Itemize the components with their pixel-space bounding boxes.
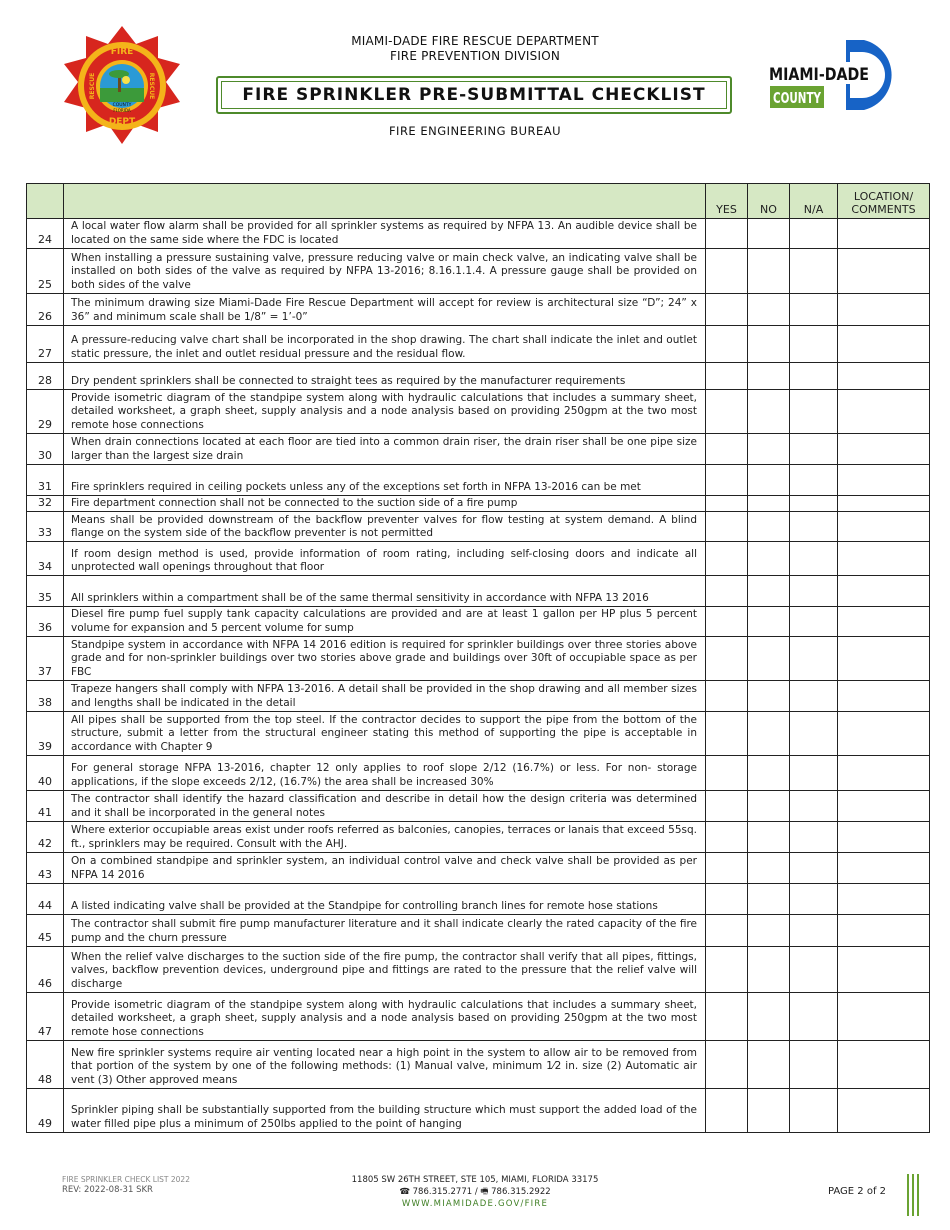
item-requirement-text: A pressure-reducing valve chart shall be incorporated in the shop drawing. The chart shall indicate the inlet and outlet static pressure, the inlet and outlet residual pressure and the residual flow. — [64, 326, 706, 363]
fire-rescue-seal-logo — [60, 24, 184, 148]
item-requirement-text: For general storage NFPA 13-2016, chapter 12 only applies to roof slope 2/12 (16.7%) or less. For non- storage applications, if the slope exceeds 2/12, (16.7%) the area shall be increased 30% — [64, 756, 706, 791]
item-requirement-text: Standpipe system in accordance with NFPA 14 2016 edition is required for sprinkler buildings over three stories above grade and for non-sprinkler buildings over two stories above grade and buildings over 30ft of occupiable space as per FBC — [64, 637, 706, 681]
no-checkbox-cell[interactable] — [748, 542, 790, 576]
department-heading — [220, 34, 730, 64]
item-requirement-text: All pipes shall be supported from the top steel. If the contractor decides to support the pipe from the bottom of the structure, submit a letter from the structural engineer stating this method of supporting the pipe is acceptable in accordance with Chapter 9 — [64, 712, 706, 756]
comments-cell[interactable] — [838, 884, 930, 915]
item-number: 33 — [27, 512, 64, 542]
checklist-row — [27, 853, 930, 884]
item-number: 42 — [27, 822, 64, 853]
item-requirement-text: Dry pendent sprinklers shall be connected to straight tees as required by the manufacturer requirements — [64, 363, 706, 390]
na-checkbox-cell[interactable] — [790, 390, 838, 434]
checklist-row — [27, 249, 930, 294]
page-footer — [0, 1168, 950, 1230]
na-checkbox-cell[interactable] — [790, 822, 838, 853]
no-checkbox-cell[interactable] — [748, 434, 790, 465]
item-number: 45 — [27, 915, 64, 947]
na-checkbox-cell[interactable] — [790, 512, 838, 542]
item-number: 30 — [27, 434, 64, 465]
fax-number: 🖷 786.315.2922 — [480, 1187, 551, 1197]
item-number: 28 — [27, 363, 64, 390]
na-checkbox-cell[interactable] — [790, 915, 838, 947]
seal-top-text: FIRE — [110, 47, 134, 57]
no-checkbox-cell[interactable] — [748, 637, 790, 681]
na-checkbox-cell[interactable] — [790, 576, 838, 607]
item-number: 26 — [27, 294, 64, 326]
comments-cell[interactable] — [838, 822, 930, 853]
checklist-table — [26, 183, 930, 1133]
yes-checkbox-cell[interactable] — [706, 993, 748, 1041]
yes-checkbox-cell[interactable] — [706, 853, 748, 884]
na-checkbox-cell[interactable] — [790, 681, 838, 712]
no-checkbox-cell[interactable] — [748, 756, 790, 791]
no-checkbox-cell[interactable] — [748, 853, 790, 884]
checklist-row — [27, 791, 930, 822]
column-header-number — [27, 184, 64, 219]
checklist-row — [27, 326, 930, 363]
item-requirement-text: A local water flow alarm shall be provided for all sprinkler systems as required by NFPA 13. An audible device shall be located on the same side where the FDC is located — [64, 219, 706, 249]
na-checkbox-cell[interactable] — [790, 853, 838, 884]
item-number: 47 — [27, 993, 64, 1041]
item-number: 35 — [27, 576, 64, 607]
item-number: 34 — [27, 542, 64, 576]
item-number: 41 — [27, 791, 64, 822]
no-checkbox-cell[interactable] — [748, 712, 790, 756]
no-checkbox-cell[interactable] — [748, 326, 790, 363]
checklist-row — [27, 712, 930, 756]
na-checkbox-cell[interactable] — [790, 791, 838, 822]
comments-cell[interactable] — [838, 947, 930, 993]
yes-checkbox-cell[interactable] — [706, 326, 748, 363]
yes-checkbox-cell[interactable] — [706, 496, 748, 512]
no-checkbox-cell[interactable] — [748, 496, 790, 512]
no-checkbox-cell[interactable] — [748, 822, 790, 853]
comments-cell[interactable] — [838, 637, 930, 681]
comments-cell[interactable] — [838, 756, 930, 791]
item-requirement-text: The minimum drawing size Miami-Dade Fire Rescue Department will accept for review is architectural size “D”; 24” x 36” and minimum scale shall be 1/8” = 1’-0” — [64, 294, 706, 326]
department-name: MIAMI-DADE FIRE RESCUE DEPARTMENT — [351, 34, 599, 48]
comments-cell[interactable] — [838, 326, 930, 363]
yes-checkbox-cell[interactable] — [706, 791, 748, 822]
yes-checkbox-cell[interactable] — [706, 712, 748, 756]
item-requirement-text: Provide isometric diagram of the standpipe system along with hydraulic calculations that includes a summary sheet, detailed worksheet, a graph sheet, supply analysis and a node analysis based on providing 250gpm at the two most remote hose connections — [64, 390, 706, 434]
checklist-row — [27, 1089, 930, 1133]
no-checkbox-cell[interactable] — [748, 915, 790, 947]
item-number: 36 — [27, 607, 64, 637]
comments-cell[interactable] — [838, 607, 930, 637]
decorative-green-bars — [906, 1174, 920, 1216]
no-checkbox-cell[interactable] — [748, 576, 790, 607]
item-requirement-text: Where exterior occupiable areas exist under roofs referred as balconies, canopies, terraces or lanais that exceed 55sq. ft., sprinklers may be required. Consult with the AHJ. — [64, 822, 706, 853]
no-checkbox-cell[interactable] — [748, 294, 790, 326]
yes-checkbox-cell[interactable] — [706, 915, 748, 947]
yes-checkbox-cell[interactable] — [706, 390, 748, 434]
no-checkbox-cell[interactable] — [748, 1041, 790, 1089]
yes-checkbox-cell[interactable] — [706, 249, 748, 294]
item-requirement-text: Trapeze hangers shall comply with NFPA 13-2016. A detail shall be provided in the shop drawing and all member sizes and lengths shall be indicated in the detail — [64, 681, 706, 712]
revision: REV: 2022-08-31 SKR — [62, 1185, 153, 1195]
bureau-name: FIRE ENGINEERING BUREAU — [388, 124, 562, 138]
column-header-item — [64, 184, 706, 219]
item-number: 48 — [27, 1041, 64, 1089]
na-checkbox-cell[interactable] — [790, 1041, 838, 1089]
yes-checkbox-cell[interactable] — [706, 576, 748, 607]
form-info — [62, 1174, 190, 1196]
miami-dade-county-logo — [766, 38, 896, 112]
yes-checkbox-cell[interactable] — [706, 512, 748, 542]
comments-cell[interactable] — [838, 791, 930, 822]
website-link[interactable]: WWW.MIAMIDADE.GOV/FIRE — [401, 1199, 549, 1209]
yes-checkbox-cell[interactable] — [706, 1041, 748, 1089]
phone-number: ☎ 786.315.2771 — [399, 1187, 473, 1197]
comments-cell[interactable] — [838, 390, 930, 434]
comments-cell[interactable] — [838, 465, 930, 496]
item-requirement-text: When installing a pressure sustaining valve, pressure reducing valve or main check valve, an indicating valve shall be installed on both sides of the valve as required by NFPA 13-2016; 8.16.1.1.4. A pressure gauge shall be provided on both sides of the valve — [64, 249, 706, 294]
na-checkbox-cell[interactable] — [790, 542, 838, 576]
yes-checkbox-cell[interactable] — [706, 1089, 748, 1133]
na-checkbox-cell[interactable] — [790, 465, 838, 496]
division-name: FIRE PREVENTION DIVISION — [389, 49, 561, 63]
county-logo-line1: MIAMI-DADE — [769, 65, 869, 85]
no-checkbox-cell[interactable] — [748, 607, 790, 637]
table-header-row — [27, 184, 930, 219]
checklist-row — [27, 390, 930, 434]
no-checkbox-cell[interactable] — [748, 390, 790, 434]
checklist-row — [27, 756, 930, 791]
yes-checkbox-cell[interactable] — [706, 363, 748, 390]
comments-cell[interactable] — [838, 542, 930, 576]
checklist-row — [27, 434, 930, 465]
no-checkbox-cell[interactable] — [748, 1089, 790, 1133]
na-checkbox-cell[interactable] — [790, 434, 838, 465]
comments-cell[interactable] — [838, 712, 930, 756]
comments-cell[interactable] — [838, 1041, 930, 1089]
item-number: 32 — [27, 496, 64, 512]
form-name: FIRE SPRINKLER CHECK LIST 2022 — [62, 1175, 190, 1184]
yes-checkbox-cell[interactable] — [706, 294, 748, 326]
comments-cell[interactable] — [838, 915, 930, 947]
comments-cell[interactable] — [838, 1089, 930, 1133]
comments-cell[interactable] — [838, 576, 930, 607]
item-requirement-text: Diesel fire pump fuel supply tank capacity calculations are provided and are at least 1 gallon per HP plus 5 percent volume for expansion and 5 percent volume for sump — [64, 607, 706, 637]
item-requirement-text: A listed indicating valve shall be provided at the Standpipe for controlling branch lines for remote hose stations — [64, 884, 706, 915]
contact-info — [270, 1174, 680, 1210]
checklist-row — [27, 915, 930, 947]
seal-right-text: RESCUE — [148, 72, 155, 100]
checklist-row — [27, 219, 930, 249]
na-checkbox-cell[interactable] — [790, 756, 838, 791]
item-number: 27 — [27, 326, 64, 363]
no-checkbox-cell[interactable] — [748, 363, 790, 390]
item-requirement-text: Fire sprinklers required in ceiling pockets unless any of the exceptions set forth in NFPA 13-2016 can be met — [64, 465, 706, 496]
checklist-row — [27, 884, 930, 915]
item-number: 31 — [27, 465, 64, 496]
item-number: 29 — [27, 390, 64, 434]
no-checkbox-cell[interactable] — [748, 249, 790, 294]
comments-cell[interactable] — [838, 249, 930, 294]
na-checkbox-cell[interactable] — [790, 637, 838, 681]
item-requirement-text: Fire department connection shall not be connected to the suction side of a fire pump — [64, 496, 706, 512]
no-checkbox-cell[interactable] — [748, 219, 790, 249]
item-number: 25 — [27, 249, 64, 294]
comments-cell[interactable] — [838, 434, 930, 465]
item-number: 44 — [27, 884, 64, 915]
item-requirement-text: When drain connections located at each floor are tied into a common drain riser, the drain riser shall be one pipe size larger than the largest size drain — [64, 434, 706, 465]
phone-fax-line — [270, 1186, 680, 1198]
comments-cell[interactable] — [838, 512, 930, 542]
seal-bottom-text: DEPT — [108, 117, 136, 127]
na-checkbox-cell[interactable] — [790, 363, 838, 390]
seal-left-text: RESCUE — [89, 72, 96, 100]
column-header-comments: LOCATION/ COMMENTS — [838, 184, 930, 219]
yes-checkbox-cell[interactable] — [706, 542, 748, 576]
na-checkbox-cell[interactable] — [790, 1089, 838, 1133]
column-header-na: N/A — [790, 184, 838, 219]
title-frame — [216, 76, 732, 114]
page-number: PAGE 2 of 2 — [828, 1186, 887, 1197]
item-requirement-text: If room design method is used, provide information of room rating, including self-closing doors and indicate all unprotected wall openings throughout that floor — [64, 542, 706, 576]
no-checkbox-cell[interactable] — [748, 681, 790, 712]
no-checkbox-cell[interactable] — [748, 884, 790, 915]
comments-cell[interactable] — [838, 853, 930, 884]
comments-cell[interactable] — [838, 363, 930, 390]
checklist-row — [27, 363, 930, 390]
checklist-row — [27, 512, 930, 542]
item-number: 43 — [27, 853, 64, 884]
no-checkbox-cell[interactable] — [748, 791, 790, 822]
checklist-row — [27, 637, 930, 681]
item-number: 49 — [27, 1089, 64, 1133]
seal-center-bottom-text: FLORIDA — [113, 108, 131, 113]
checklist-row — [27, 607, 930, 637]
item-requirement-text: Means shall be provided downstream of the backflow preventer valves for flow testing at system demand. A blind flange on the system side of the backflow preventer is not permitted — [64, 512, 706, 542]
na-checkbox-cell[interactable] — [790, 712, 838, 756]
na-checkbox-cell[interactable] — [790, 884, 838, 915]
na-checkbox-cell[interactable] — [790, 993, 838, 1041]
no-checkbox-cell[interactable] — [748, 512, 790, 542]
item-requirement-text: When the relief valve discharges to the suction side of the fire pump, the contractor shall verify that all pipes, fittings, valves, backflow prevention devices, underground pipe and fittings are rated to the pressure that the relief valve will discharge — [64, 947, 706, 993]
item-requirement-text: Provide isometric diagram of the standpipe system along with hydraulic calculations that includes a summary sheet, detailed worksheet, a graph sheet, supply analysis and a node analysis based on providing 250gpm at the two most remote hose connections — [64, 993, 706, 1041]
yes-checkbox-cell[interactable] — [706, 637, 748, 681]
checklist-row — [27, 294, 930, 326]
na-checkbox-cell[interactable] — [790, 219, 838, 249]
item-number: 40 — [27, 756, 64, 791]
na-checkbox-cell[interactable] — [790, 249, 838, 294]
comments-cell[interactable] — [838, 219, 930, 249]
yes-checkbox-cell[interactable] — [706, 607, 748, 637]
seal-center-top-text: COUNTY — [112, 103, 132, 108]
yes-checkbox-cell[interactable] — [706, 884, 748, 915]
page-header — [0, 0, 950, 170]
yes-checkbox-cell[interactable] — [706, 822, 748, 853]
checklist-row — [27, 947, 930, 993]
no-checkbox-cell[interactable] — [748, 947, 790, 993]
item-requirement-text: Sprinkler piping shall be substantially supported from the building structure which must support the added load of the water filled pipe plus a minimum of 250lbs applied to the point of hanging — [64, 1089, 706, 1133]
na-checkbox-cell[interactable] — [790, 496, 838, 512]
column-header-no: NO — [748, 184, 790, 219]
na-checkbox-cell[interactable] — [790, 607, 838, 637]
na-checkbox-cell[interactable] — [790, 947, 838, 993]
checklist-row — [27, 542, 930, 576]
item-number: 39 — [27, 712, 64, 756]
item-requirement-text: The contractor shall submit fire pump manufacturer literature and it shall indicate clearly the rated capacity of the fire pump and the churn pressure — [64, 915, 706, 947]
checklist-row — [27, 681, 930, 712]
address: 11805 SW 26TH STREET, STE 105, MIAMI, FLORIDA 33175 — [351, 1175, 599, 1185]
no-checkbox-cell[interactable] — [748, 993, 790, 1041]
comments-cell[interactable] — [838, 294, 930, 326]
yes-checkbox-cell[interactable] — [706, 756, 748, 791]
column-header-yes: YES — [706, 184, 748, 219]
yes-checkbox-cell[interactable] — [706, 947, 748, 993]
phone-fax-separator: / — [474, 1187, 478, 1197]
checklist-row — [27, 465, 930, 496]
item-number: 37 — [27, 637, 64, 681]
checklist-row — [27, 993, 930, 1041]
county-logo-line2: COUNTY — [773, 89, 822, 107]
item-requirement-text: All sprinklers within a compartment shall be of the same thermal sensitivity in accordance with NFPA 13 2016 — [64, 576, 706, 607]
checklist-row — [27, 576, 930, 607]
item-number: 38 — [27, 681, 64, 712]
comments-cell[interactable] — [838, 496, 930, 512]
item-requirement-text: On a combined standpipe and sprinkler system, an individual control valve and check valve shall be provided as per NFPA 14 2016 — [64, 853, 706, 884]
item-number: 46 — [27, 947, 64, 993]
item-requirement-text: The contractor shall identify the hazard classification and describe in detail how the design criteria was determined and it shall be incorporated in the general notes — [64, 791, 706, 822]
no-checkbox-cell[interactable] — [748, 465, 790, 496]
yes-checkbox-cell[interactable] — [706, 681, 748, 712]
comments-cell[interactable] — [838, 993, 930, 1041]
comments-cell[interactable] — [838, 681, 930, 712]
item-requirement-text: New fire sprinkler systems require air venting located near a high point in the system to allow air to be removed from that portion of the system by one of the following methods: (1) Manual valve, minimum 1⁄2 in. size (2) Automatic air vent (3) Other approved means — [64, 1041, 706, 1089]
page-title: FIRE SPRINKLER PRE-SUBMITTAL CHECKLIST — [221, 81, 727, 109]
checklist-row — [27, 496, 930, 512]
item-number: 24 — [27, 219, 64, 249]
yes-checkbox-cell[interactable] — [706, 219, 748, 249]
na-checkbox-cell[interactable] — [790, 294, 838, 326]
na-checkbox-cell[interactable] — [790, 326, 838, 363]
checklist-row — [27, 1041, 930, 1089]
yes-checkbox-cell[interactable] — [706, 434, 748, 465]
yes-checkbox-cell[interactable] — [706, 465, 748, 496]
checklist-row — [27, 822, 930, 853]
